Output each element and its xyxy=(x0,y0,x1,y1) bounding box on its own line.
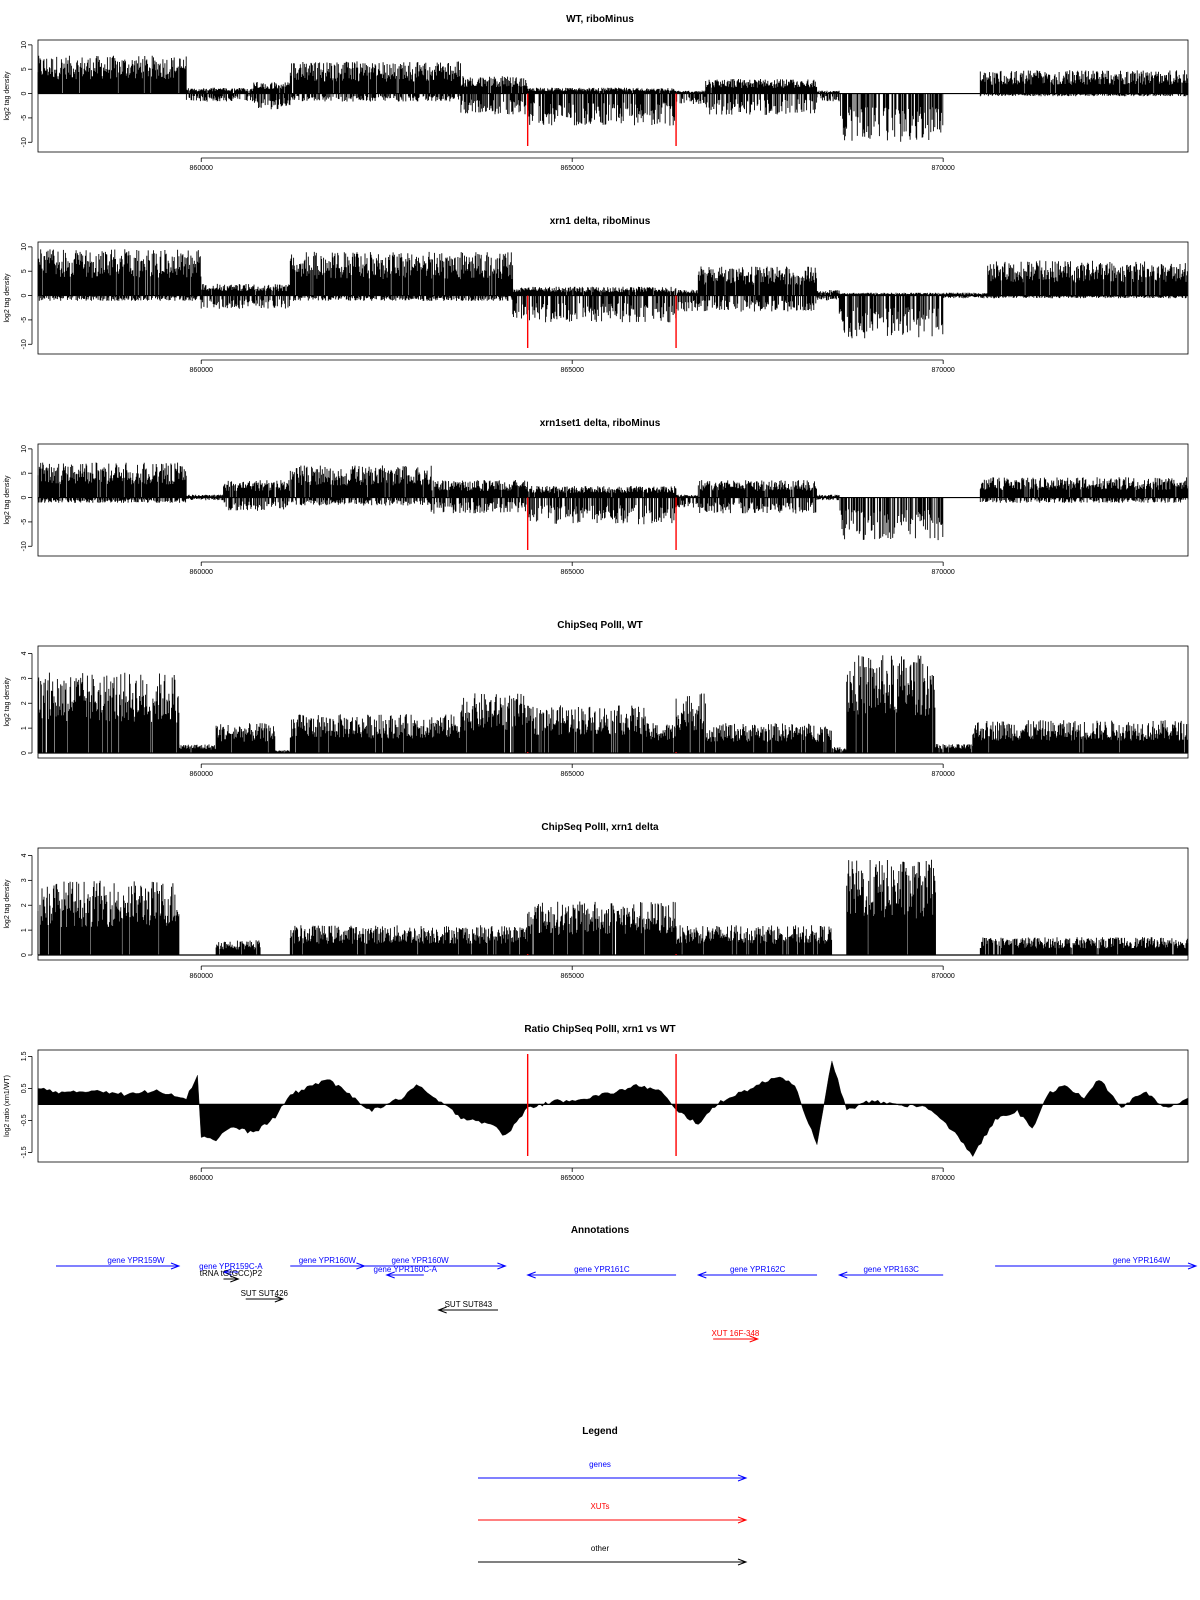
chart-panel-6 xyxy=(4,1024,1188,1182)
x-tick-label: 870000 xyxy=(931,569,955,576)
y-tick-label: 1 xyxy=(21,726,28,731)
y-axis-label: log2 ratio (xrn1/WT) xyxy=(4,1075,11,1137)
legend-panel xyxy=(478,1426,746,1565)
y-tick-label: 2 xyxy=(21,903,28,908)
y-tick-label: 4 xyxy=(21,651,28,656)
annotations-panel xyxy=(56,1225,1196,1342)
chart-title: ChipSeq PolII, xrn1 delta xyxy=(541,822,659,833)
x-tick-label: 865000 xyxy=(560,1175,584,1182)
legend-item-label: other xyxy=(590,1544,610,1553)
y-tick-label: 4 xyxy=(21,853,28,858)
y-tick-label: -10 xyxy=(21,339,28,350)
y-tick-label: 10 xyxy=(21,40,28,49)
y-tick-label: 2 xyxy=(21,701,28,706)
legend-title: Legend xyxy=(582,1426,618,1437)
chart-panel-2 xyxy=(4,216,1188,374)
signal-bars-positive xyxy=(38,56,1188,94)
feature-label: gene YPR160W xyxy=(298,1256,356,1265)
y-tick-label: -5 xyxy=(21,518,28,526)
x-tick-label: 860000 xyxy=(189,973,213,980)
chart-panel-5 xyxy=(4,822,1188,980)
feature-label: SUT SUT426 xyxy=(240,1289,289,1298)
x-tick-label: 860000 xyxy=(189,569,213,576)
y-axis-label: log2 tag density xyxy=(4,475,11,525)
chart-panel-4 xyxy=(4,620,1188,778)
feature-label: gene YPR164W xyxy=(1112,1256,1170,1265)
y-tick-label: 0 xyxy=(21,751,28,755)
y-axis-label: log2 tag density xyxy=(4,71,11,121)
y-tick-label: 5 xyxy=(21,67,28,72)
y-tick-label: 0 xyxy=(21,953,28,957)
signal-bars-positive xyxy=(38,249,1187,295)
y-tick-label: -5 xyxy=(21,316,28,324)
x-tick-label: 860000 xyxy=(189,771,213,778)
chart-title: xrn1set1 delta, riboMinus xyxy=(539,418,661,429)
y-tick-label: 0 xyxy=(21,91,28,96)
x-tick-label: 870000 xyxy=(931,771,955,778)
x-tick-label: 870000 xyxy=(931,165,955,172)
x-tick-label: 860000 xyxy=(189,1175,213,1182)
y-tick-label: 5 xyxy=(21,471,28,476)
y-tick-label: -0.5 xyxy=(21,1114,28,1127)
chart-panel-3 xyxy=(4,418,1188,576)
x-tick-label: 870000 xyxy=(931,1175,955,1182)
plot-frame xyxy=(38,444,1188,556)
signal-bars-positive xyxy=(38,463,1188,498)
x-tick-label: 870000 xyxy=(931,973,955,980)
feature-label: gene YPR160C-A xyxy=(373,1265,437,1274)
feature-label: gene YPR159C-A xyxy=(199,1262,263,1271)
feature-label: gene YPR162C xyxy=(729,1265,786,1274)
feature-label: gene YPR160W xyxy=(391,1256,449,1265)
y-tick-label: 10 xyxy=(21,242,28,251)
x-tick-label: 860000 xyxy=(189,165,213,172)
chart-title: WT, riboMinus xyxy=(566,14,634,25)
y-tick-label: 10 xyxy=(21,444,28,453)
feature-label: SUT SUT843 xyxy=(444,1300,493,1309)
signal-bars-negative xyxy=(186,94,1188,142)
y-tick-label: 1 xyxy=(21,928,28,933)
ratio-area xyxy=(38,1061,1188,1157)
y-axis-label: log2 tag density xyxy=(4,879,11,929)
chart-panel-1 xyxy=(4,14,1188,172)
x-tick-label: 865000 xyxy=(560,771,584,778)
x-tick-label: 865000 xyxy=(560,367,584,374)
legend-item-label: XUTs xyxy=(590,1502,610,1511)
feature-label: gene YPR159W xyxy=(107,1256,165,1265)
y-tick-label: 0.5 xyxy=(21,1083,28,1094)
y-tick-label: 3 xyxy=(21,878,28,883)
signal-bars-negative xyxy=(38,498,1188,541)
feature-label: tRNA tG(GCC)P2 xyxy=(199,1269,263,1278)
y-tick-label: -10 xyxy=(21,137,28,148)
y-tick-label: 3 xyxy=(21,676,28,681)
feature-label: XUT 16F-348 xyxy=(711,1329,760,1338)
y-tick-label: 1.5 xyxy=(21,1051,28,1062)
signal-bars-positive xyxy=(38,655,1188,753)
y-tick-label: -10 xyxy=(21,541,28,552)
chart-title: xrn1 delta, riboMinus xyxy=(549,216,651,227)
feature-label: gene YPR161C xyxy=(574,1265,630,1274)
feature-label: gene YPR163C xyxy=(863,1265,919,1274)
y-tick-label: -1.5 xyxy=(21,1146,28,1159)
signal-bars-negative xyxy=(38,296,1187,339)
y-tick-label: -5 xyxy=(21,114,28,122)
legend-item-label: genes xyxy=(589,1460,611,1469)
annotations-title: Annotations xyxy=(570,1225,630,1236)
y-tick-label: 0 xyxy=(21,495,28,500)
x-tick-label: 865000 xyxy=(560,973,584,980)
chart-title: Ratio ChipSeq PolII, xrn1 vs WT xyxy=(524,1024,676,1035)
signal-bars-positive xyxy=(38,860,1188,955)
y-axis-label: log2 tag density xyxy=(4,273,11,323)
x-tick-label: 865000 xyxy=(560,165,584,172)
x-tick-label: 865000 xyxy=(560,569,584,576)
y-tick-label: 5 xyxy=(21,269,28,274)
x-tick-label: 870000 xyxy=(931,367,955,374)
y-axis-label: log2 tag density xyxy=(4,677,11,727)
x-tick-label: 860000 xyxy=(189,367,213,374)
chart-title: ChipSeq PolII, WT xyxy=(557,620,643,631)
y-tick-label: 0 xyxy=(21,293,28,298)
